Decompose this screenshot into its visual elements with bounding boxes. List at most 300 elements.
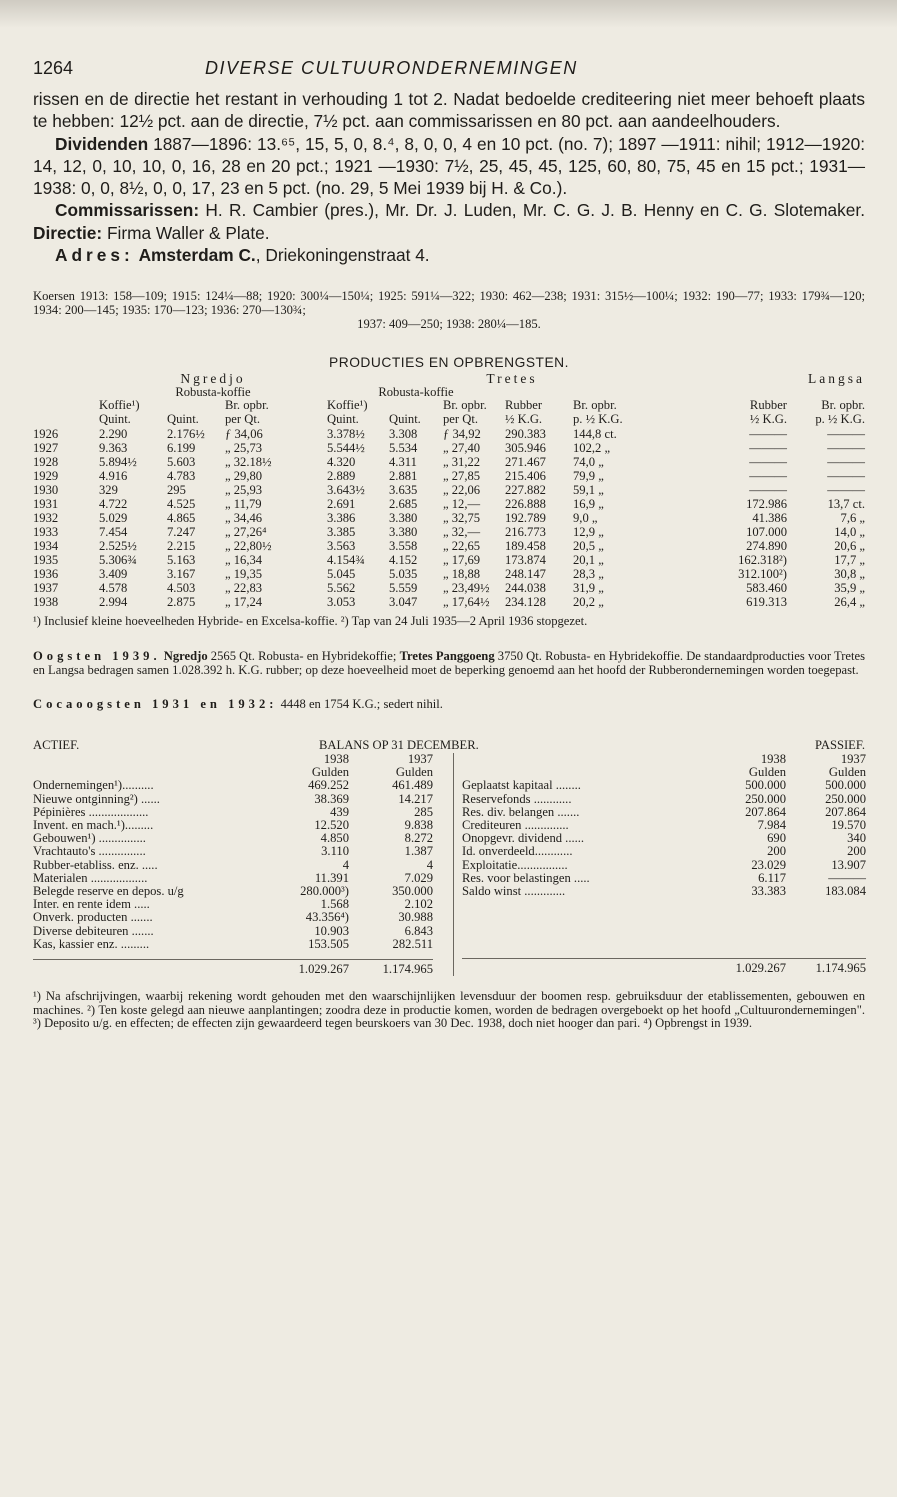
table-cell: 1933 bbox=[33, 524, 59, 539]
table-cell: ——— bbox=[827, 482, 865, 497]
table-cell: 3.308 bbox=[389, 426, 418, 441]
table-cell: 1937 bbox=[33, 580, 59, 595]
h-perqt: per Qt. bbox=[225, 411, 260, 426]
balans-passief-side bbox=[453, 753, 865, 976]
table-cell: 4.783 bbox=[167, 468, 196, 483]
balans-item-label: Onopgevr. dividend ...... bbox=[462, 831, 585, 846]
table-cell: 17,7 „ bbox=[834, 552, 865, 567]
h-kg: ½ K.G. bbox=[505, 411, 543, 426]
table-cell: „ 17,69 bbox=[443, 552, 481, 567]
balans-item-value: 10.903 bbox=[314, 923, 349, 938]
table-cell: 4.503 bbox=[167, 580, 196, 595]
balans-item-value: 43.356⁴) bbox=[305, 910, 349, 925]
table-row bbox=[33, 553, 865, 567]
balans-row bbox=[33, 806, 433, 819]
group-ngredjo: Ngredjo bbox=[180, 371, 246, 387]
table-cell: 619.313 bbox=[746, 594, 787, 609]
oogsten-label: Oogsten 1939. bbox=[33, 649, 161, 664]
table-cell: 295 bbox=[167, 482, 186, 497]
h-quint: Quint. bbox=[389, 411, 421, 426]
page-header bbox=[33, 58, 865, 88]
balans-item-label: Saldo winst ............. bbox=[462, 883, 566, 898]
table-cell: „ 32.18½ bbox=[225, 454, 272, 469]
table-cell: 2.889 bbox=[327, 468, 356, 483]
balans-item-value: 3.110 bbox=[321, 844, 349, 859]
adres-text: , Driekoningenstraat 4. bbox=[255, 245, 430, 266]
table-cell: 107.000 bbox=[746, 524, 787, 539]
balans-row bbox=[462, 793, 866, 806]
table-cell: 3.635 bbox=[389, 482, 418, 497]
balans-item-value: 200 bbox=[767, 844, 786, 859]
table-cell: 305.946 bbox=[505, 440, 546, 455]
balans-item-label: Diverse debiteuren ....... bbox=[33, 923, 154, 938]
balans-item-value: ——— bbox=[828, 870, 866, 885]
h-quint: Quint. bbox=[167, 411, 199, 426]
commissarissen-label: Commissarissen: bbox=[55, 200, 200, 221]
table-cell: „ 29,80 bbox=[225, 468, 263, 483]
commissarissen-paragraph bbox=[33, 199, 865, 244]
balans-footnote: ¹) Na afschrijvingen, waarbij rekening wordt gehouden met den waarschijnlijken levensduur der boomen resp. gebruiksduur der etablissementen, gebouwen en machines. ²) Ten koste gelegd aan nieuwe aanplantingen; zoodra deze in productie komen, worden de bedragen overgeboekt op het hoofd „Cultuurondernemingen". ³) Deposito u/g. en effecten; de effecten zijn gewaardeerd tegen beurskoers van 30 Dec. 1938, doch niet hooger dan pari. ⁴) Opbrengst in 1939. bbox=[33, 989, 865, 1031]
table-cell: 4.722 bbox=[99, 496, 128, 511]
table-cell: 1931 bbox=[33, 496, 59, 511]
table-cell: 3.380 bbox=[389, 510, 418, 525]
balans-item-value: 4 bbox=[426, 857, 433, 872]
balans-item-value: 439 bbox=[330, 804, 349, 819]
balans-item-label: Id. onverdeeld............ bbox=[462, 844, 573, 859]
table-cell: 59,1 „ bbox=[573, 482, 604, 497]
balans-item-label: Kas, kassier enz. ......... bbox=[33, 936, 150, 951]
balans-item-label: Reservefonds ............ bbox=[462, 791, 572, 806]
col-unit: Gulden bbox=[828, 765, 866, 780]
table-cell: 5.306¾ bbox=[99, 552, 137, 567]
table-cell: 4.152 bbox=[389, 552, 418, 567]
table-cell: 20,1 „ bbox=[573, 552, 604, 567]
page-top-shadow bbox=[0, 0, 897, 28]
table-cell: ——— bbox=[749, 454, 787, 469]
balans-row bbox=[462, 859, 866, 872]
table-cell: 2.176½ bbox=[167, 426, 205, 441]
table-cell: 144,8 ct. bbox=[573, 426, 617, 441]
table-row bbox=[33, 581, 865, 595]
table-cell: 5.559 bbox=[389, 580, 418, 595]
balans-item-value: 23.029 bbox=[751, 857, 786, 872]
balans-row bbox=[462, 872, 866, 885]
balans-row bbox=[462, 779, 866, 792]
table-cell: 3.385 bbox=[327, 524, 356, 539]
directie-text: Firma Waller & Plate. bbox=[102, 222, 270, 243]
table-row bbox=[33, 525, 865, 539]
table-cell: 192.789 bbox=[505, 510, 546, 525]
balans-item-value: 1.387 bbox=[404, 844, 433, 859]
table-cell: 1929 bbox=[33, 468, 59, 483]
koersen-text: Koersen 1913: 158—109; 1915: 124¼—88; 1920: 300¼—150¼; 1925: 591¼—322; 1930: 462—238; 1931: 315½—100¼; 1932: 190—77; 1933: 179¾—120; 1934: 200—145; 1935: 170—123; 1936: 270—130¾; bbox=[33, 289, 865, 317]
balans-item-label: Pépinières ................... bbox=[33, 804, 149, 819]
col-year: 1937 bbox=[407, 751, 433, 766]
table-row bbox=[33, 483, 865, 497]
table-cell: 31,9 „ bbox=[573, 580, 604, 595]
col-unit: Gulden bbox=[748, 765, 786, 780]
balans-item-value: 8.272 bbox=[404, 831, 433, 846]
balans-item-value: 250.000 bbox=[825, 791, 866, 806]
table-cell: „ 18,88 bbox=[443, 566, 481, 581]
table-cell: 227.882 bbox=[505, 482, 546, 497]
balans-title: BALANS OP 31 DECEMBER. bbox=[319, 737, 479, 752]
table-cell: 26,4 „ bbox=[834, 594, 865, 609]
balans-item-value: 153.505 bbox=[308, 936, 349, 951]
table-row bbox=[33, 455, 865, 469]
table-row bbox=[33, 511, 865, 525]
table-cell: 1935 bbox=[33, 552, 59, 567]
table-cell: „ 31,22 bbox=[443, 454, 481, 469]
table-cell: 6.199 bbox=[167, 440, 196, 455]
balans-header bbox=[33, 738, 865, 753]
adres-paragraph bbox=[33, 244, 865, 266]
table-cell: ——— bbox=[749, 426, 787, 441]
table-cell: „ 27,40 bbox=[443, 440, 481, 455]
table-cell: 216.773 bbox=[505, 524, 546, 539]
table-cell: 1927 bbox=[33, 440, 59, 455]
table-cell: 2.290 bbox=[99, 426, 128, 441]
h-pkg: p. ½ K.G. bbox=[815, 411, 865, 426]
koersen-last-line: 1937: 409—250; 1938: 280¼—185. bbox=[357, 316, 541, 331]
balans-item-value: 469.252 bbox=[308, 778, 349, 793]
balans-row bbox=[462, 806, 866, 819]
oogsten-paragraph bbox=[33, 650, 865, 677]
adres-city: Amsterdam C. bbox=[138, 245, 256, 266]
col-year: 1938 bbox=[760, 751, 786, 766]
balans-item-value: 280.000³) bbox=[300, 883, 349, 898]
balans-row bbox=[33, 845, 433, 858]
balans bbox=[33, 738, 865, 976]
table-row bbox=[33, 595, 865, 609]
table-cell: 20,5 „ bbox=[573, 538, 604, 553]
table-cell: ——— bbox=[827, 454, 865, 469]
table-cell: 234.128 bbox=[505, 594, 546, 609]
table-cell: 4.154¾ bbox=[327, 552, 365, 567]
table-cell: 9.363 bbox=[99, 440, 128, 455]
h-bropbr-t: Br. opbr. bbox=[443, 398, 487, 413]
running-title: DIVERSE CULTUURONDERNEMINGEN bbox=[205, 58, 578, 78]
balans-row bbox=[33, 911, 433, 924]
balans-item-value: 4.850 bbox=[320, 831, 349, 846]
balans-item-label: Nieuwe ontginning²) ...... bbox=[33, 791, 160, 806]
table-cell: ——— bbox=[749, 440, 787, 455]
total-actief-1937: 1.174.965 bbox=[349, 959, 433, 976]
balans-item-value: 33.383 bbox=[751, 883, 786, 898]
dividenden-paragraph bbox=[33, 133, 865, 200]
table-cell: „ 23,49½ bbox=[443, 580, 490, 595]
table-cell: ——— bbox=[827, 468, 865, 483]
table-cell: 74,0 „ bbox=[573, 454, 604, 469]
table-cell: „ 27,85 bbox=[443, 468, 481, 483]
table-cell: 1926 bbox=[33, 426, 59, 441]
table-cell: 7,6 „ bbox=[840, 510, 865, 525]
table-row bbox=[33, 539, 865, 553]
balans-item-value: 7.029 bbox=[404, 870, 433, 885]
h-bropbr-l: Br. opbr. bbox=[821, 398, 865, 413]
table-row bbox=[33, 441, 865, 455]
balans-row bbox=[462, 885, 866, 898]
table-cell: 189.458 bbox=[505, 538, 546, 553]
table-cell: ——— bbox=[827, 440, 865, 455]
table-cell: 3.386 bbox=[327, 510, 356, 525]
adres-label: Adres: bbox=[55, 245, 134, 266]
balans-actief-table bbox=[33, 753, 433, 976]
balans-row bbox=[33, 938, 433, 951]
table-cell: „ 22,83 bbox=[225, 580, 263, 595]
balans-item-value: 207.864 bbox=[825, 804, 866, 819]
table-cell: ƒ 34,92 bbox=[443, 426, 481, 441]
table-cell: 28,3 „ bbox=[573, 566, 604, 581]
group-langsa: Langsa bbox=[808, 371, 865, 387]
table-cell: 3.409 bbox=[99, 566, 128, 581]
balans-item-value: 7.984 bbox=[757, 817, 786, 832]
table-cell: „ 22,65 bbox=[443, 538, 481, 553]
table-cell: ——— bbox=[827, 426, 865, 441]
h-perqt: per Qt. bbox=[443, 411, 478, 426]
balans-item-value: 13.907 bbox=[831, 857, 866, 872]
table-cell: 3.378½ bbox=[327, 426, 365, 441]
table-cell: 1932 bbox=[33, 510, 59, 525]
h-bropbr-tr: Br. opbr. bbox=[573, 398, 617, 413]
table-cell: 312.100²) bbox=[738, 566, 787, 581]
table-cell: 244.038 bbox=[505, 580, 546, 595]
table-cell: 583.460 bbox=[746, 580, 787, 595]
table-cell: 79,9 „ bbox=[573, 468, 604, 483]
table-cell: 226.888 bbox=[505, 496, 546, 511]
table-cell: 14,0 „ bbox=[834, 524, 865, 539]
balans-actief: ACTIEF. bbox=[33, 737, 80, 752]
balans-row bbox=[33, 859, 433, 872]
balans-item-value: 200 bbox=[847, 844, 866, 859]
koersen-block bbox=[33, 290, 865, 331]
h-quint: Quint. bbox=[99, 411, 131, 426]
table-cell: „ 27,26⁴ bbox=[225, 524, 267, 539]
table-cell: 3.380 bbox=[389, 524, 418, 539]
balans-item-value: 500.000 bbox=[825, 778, 866, 793]
h-bropbr-n: Br. opbr. bbox=[225, 398, 269, 413]
cacao-paragraph bbox=[33, 698, 865, 712]
balans-item-value: 340 bbox=[847, 831, 866, 846]
balans-item-value: 2.102 bbox=[404, 897, 433, 912]
table-cell: „ 22,80½ bbox=[225, 538, 272, 553]
table-cell: 3.047 bbox=[389, 594, 418, 609]
table-cell: 5.029 bbox=[99, 510, 128, 525]
table-cell: 7.454 bbox=[99, 524, 128, 539]
table-cell: 5.603 bbox=[167, 454, 196, 469]
table-cell: 215.406 bbox=[505, 468, 546, 483]
table-cell: ——— bbox=[749, 482, 787, 497]
balans-item-label: Geplaatst kapitaal ........ bbox=[462, 778, 581, 793]
balans-row bbox=[33, 779, 433, 792]
table-cell: 20,6 „ bbox=[834, 538, 865, 553]
total-actief-1938: 1.029.267 bbox=[265, 959, 349, 976]
table-cell: 3.053 bbox=[327, 594, 356, 609]
sub-tretes: Robusta-koffie bbox=[378, 384, 454, 399]
table-cell: 4.865 bbox=[167, 510, 196, 525]
balans-item-value: 38.369 bbox=[314, 791, 349, 806]
table-cell: 1928 bbox=[33, 454, 59, 469]
table-cell: 2.215 bbox=[167, 538, 196, 553]
col-year: 1937 bbox=[840, 751, 866, 766]
balans-passief-table bbox=[462, 753, 866, 975]
table-row bbox=[33, 427, 865, 441]
table-cell: „ 32,75 bbox=[443, 510, 481, 525]
balans-item-value: 9.838 bbox=[404, 817, 433, 832]
col-year: 1938 bbox=[323, 751, 349, 766]
table-cell: 3.167 bbox=[167, 566, 196, 581]
table-cell: 35,9 „ bbox=[834, 580, 865, 595]
balans-item-value: 6.843 bbox=[404, 923, 433, 938]
table-cell: 172.986 bbox=[746, 496, 787, 511]
balans-item-value: 690 bbox=[767, 831, 786, 846]
group-tretes: Tretes bbox=[486, 371, 538, 387]
page bbox=[33, 58, 865, 1031]
table-cell: 2.994 bbox=[99, 594, 128, 609]
directie-label: Directie: bbox=[33, 222, 103, 243]
table-cell: 5.894½ bbox=[99, 454, 137, 469]
table-row bbox=[33, 469, 865, 483]
total-passief-1938: 1.029.267 bbox=[706, 959, 786, 976]
table-cell: 1936 bbox=[33, 566, 59, 581]
balans-item-value: 14.217 bbox=[398, 791, 433, 806]
table-cell: 5.045 bbox=[327, 566, 356, 581]
table-cell: 274.890 bbox=[746, 538, 787, 553]
dividenden-label: Dividenden bbox=[55, 133, 149, 154]
balans-item-value: 12.520 bbox=[314, 817, 349, 832]
table-cell: „ 12,— bbox=[443, 496, 481, 511]
company-text bbox=[33, 88, 865, 266]
balans-item-value: 285 bbox=[414, 804, 433, 819]
commissarissen-text: H. R. Cambier (pres.), Mr. Dr. J. Luden, Mr. C. G. J. B. Henny en C. G. Slotemaker. bbox=[199, 200, 865, 221]
table-cell: 4.525 bbox=[167, 496, 196, 511]
page-number: 1264 bbox=[33, 58, 74, 78]
table-cell: 20,2 „ bbox=[573, 594, 604, 609]
sub-ngredjo: Robusta-koffie bbox=[175, 384, 251, 399]
h-kg: ½ K.G. bbox=[749, 411, 787, 426]
cacao-text: 4448 en 1754 K.G.; sedert nihil. bbox=[277, 697, 443, 712]
table-cell: ——— bbox=[749, 468, 787, 483]
table-row bbox=[33, 567, 865, 581]
balans-item-value: 11.391 bbox=[314, 870, 349, 885]
balans-item-label: Ondernemingen¹).......... bbox=[33, 778, 154, 793]
balans-row bbox=[33, 925, 433, 938]
table-cell: 5.544½ bbox=[327, 440, 365, 455]
table-cell: 271.467 bbox=[505, 454, 546, 469]
table-cell: „ 34,46 bbox=[225, 510, 263, 525]
table-cell: 7.247 bbox=[167, 524, 196, 539]
table-cell: 329 bbox=[99, 482, 118, 497]
table-cell: ƒ 34,06 bbox=[225, 426, 263, 441]
balans-item-label: Crediteuren .............. bbox=[462, 817, 569, 832]
balans-item-label: Onverk. producten ....... bbox=[33, 910, 153, 925]
table-cell: 2.691 bbox=[327, 496, 356, 511]
col-unit: Gulden bbox=[395, 765, 433, 780]
table-cell: 4.311 bbox=[389, 454, 417, 469]
balans-row bbox=[33, 872, 433, 885]
table-cell: 4.578 bbox=[99, 580, 128, 595]
table-cell: 1938 bbox=[33, 594, 59, 609]
table-cell: 102,2 „ bbox=[573, 440, 611, 455]
oogsten-ngredjo: Ngredjo bbox=[163, 649, 208, 664]
oogsten-text-2: 3750 Qt. Robusta- en Hybridekoffie. De standaardproducties voor Tretes en Langsa bedragen samen 1.028.392 h. K.G. rubber; op deze hoeveelheid moet de beperking genoemd aan het hoofd der Rubberondernemingen worden toegepast. bbox=[33, 649, 866, 677]
table-cell: „ 22,06 bbox=[443, 482, 481, 497]
balans-item-label: Res. div. belangen ....... bbox=[462, 804, 580, 819]
balans-item-label: Invent. en mach.¹)......... bbox=[33, 817, 154, 832]
table-cell: 9,0 „ bbox=[573, 510, 598, 525]
balans-item-value: 500.000 bbox=[745, 778, 786, 793]
balans-item-label: Inter. en rente idem ..... bbox=[33, 897, 150, 912]
table-cell: 30,8 „ bbox=[834, 566, 865, 581]
balans-row bbox=[33, 793, 433, 806]
cacao-label: Cocaoogsten 1931 en 1932: bbox=[33, 697, 278, 712]
producties-table bbox=[33, 372, 865, 608]
balans-item-label: Vrachtauto's ............... bbox=[33, 844, 146, 859]
table-cell: 4.916 bbox=[99, 468, 128, 483]
table-cell: 173.874 bbox=[505, 552, 546, 567]
h-koffie-n: Koffie¹) bbox=[99, 398, 140, 413]
table-cell: 5.562 bbox=[327, 580, 356, 595]
table-row bbox=[33, 497, 865, 511]
table-cell: „ 25,93 bbox=[225, 482, 263, 497]
balans-item-value: 6.117 bbox=[758, 870, 786, 885]
table-cell: 2.881 bbox=[389, 468, 418, 483]
table-cell: 12,9 „ bbox=[573, 524, 604, 539]
table-cell: 5.163 bbox=[167, 552, 196, 567]
balans-item-label: Exploitatie................ bbox=[462, 857, 568, 872]
table-cell: 2.525½ bbox=[99, 538, 137, 553]
balans-actief-side bbox=[33, 753, 453, 976]
table-cell: „ 11,79 bbox=[225, 496, 262, 511]
table-cell: 3.558 bbox=[389, 538, 418, 553]
h-rubber-t: Rubber bbox=[505, 398, 543, 413]
h-koffie-t: Koffie¹) bbox=[327, 398, 368, 413]
table-cell: 1934 bbox=[33, 538, 59, 553]
dividenden-text: 1887—1896: 13.⁶⁵, 15, 5, 0, 8.⁴, 8, 0, 0, 4 en 10 pct. (no. 7); 1897 —1911: nihil; 1912—1920: 14, 12, 0, 10, 10, 0, 16, 28 en 20 pct.; 1921 —1930: 7½, 25, 45, 45, 125, 60, 80, 75, 45 en 15 pct.; 1931—1938: 0, 0, 8½, 0, 0, 17, 23 en 5 pct. (no. 29, 5 Mei 1939 bij H. & Co.). bbox=[33, 133, 865, 199]
table-cell: „ 19,35 bbox=[225, 566, 263, 581]
table-cell: 2.875 bbox=[167, 594, 196, 609]
total-passief-1937: 1.174.965 bbox=[786, 959, 866, 976]
table-cell: 16,9 „ bbox=[573, 496, 604, 511]
table-cell: 4.320 bbox=[327, 454, 356, 469]
balans-passief: PASSIEF. bbox=[815, 737, 865, 752]
balans-item-value: 350.000 bbox=[392, 883, 433, 898]
table-cell: 248.147 bbox=[505, 566, 546, 581]
balans-item-value: 282.511 bbox=[392, 936, 433, 951]
h-rubber-l: Rubber bbox=[749, 398, 787, 413]
balans-item-value: 461.489 bbox=[392, 778, 433, 793]
table-cell: „ 17,64½ bbox=[443, 594, 490, 609]
balans-item-label: Materialen .................. bbox=[33, 870, 148, 885]
producties-footnote: ¹) Inclusief kleine hoeveelheden Hybride- en Excelsa-koffie. ²) Tap van 24 Juli 1935—2 April 1936 stopgezet. bbox=[33, 613, 588, 628]
table-cell: 3.563 bbox=[327, 538, 356, 553]
balans-item-label: Belegde reserve en depos. u/g bbox=[33, 883, 184, 898]
balans-item-value: 19.570 bbox=[831, 817, 866, 832]
table-cell: „ 25,73 bbox=[225, 440, 263, 455]
table-cell: „ 17,24 bbox=[225, 594, 263, 609]
balans-item-value: 30.988 bbox=[398, 910, 433, 925]
oogsten-tretes: Tretes Panggoeng bbox=[399, 649, 495, 664]
balans-item-label: Res. voor belastingen ..... bbox=[462, 870, 590, 885]
h-quint: Quint. bbox=[327, 411, 359, 426]
table-cell: 3.643½ bbox=[327, 482, 365, 497]
table-cell: 290.383 bbox=[505, 426, 546, 441]
balans-item-label: Rubber-etabliss. enz. ..... bbox=[33, 857, 158, 872]
h-pkg: p. ½ K.G. bbox=[573, 411, 623, 426]
table-cell: „ 16,34 bbox=[225, 552, 263, 567]
table-cell: 13,7 ct. bbox=[827, 496, 865, 511]
intro-paragraph: rissen en de directie het restant in verhouding 1 tot 2. Nadat bedoelde crediteering niet meer behoeft plaats te hebben: 12½ pct. aan de directie, 7½ pct. aan commissarissen en 80 pct. aan aandeelhouders. bbox=[33, 89, 865, 132]
